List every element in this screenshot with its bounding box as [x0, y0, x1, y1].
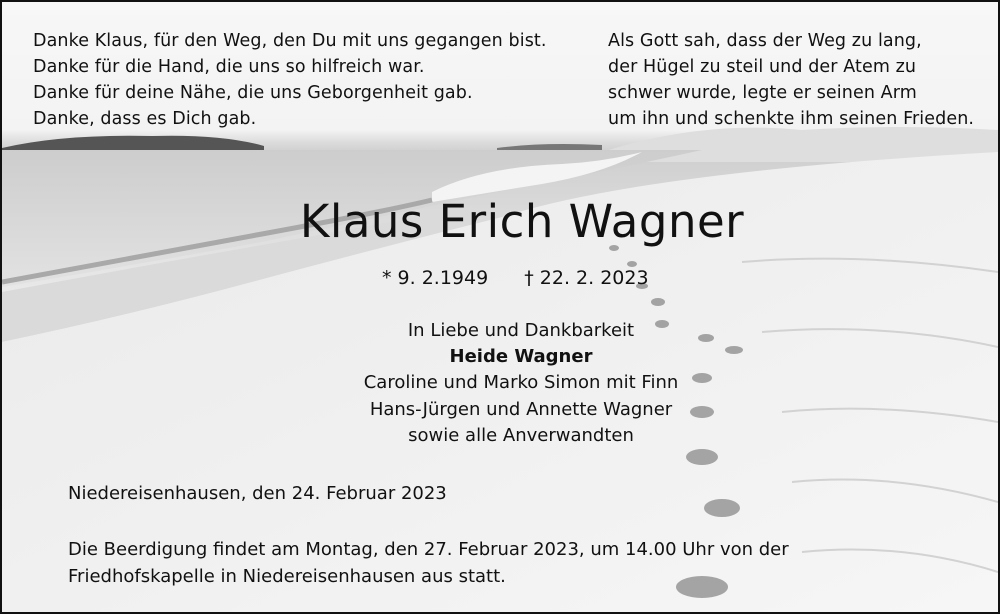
- family-line: Hans-Jürgen und Annette Wagner: [369, 398, 673, 420]
- funeral-line: Friedhofskapelle in Niedereisenhausen aus statt.: [68, 566, 506, 587]
- verse-right: [608, 28, 974, 132]
- verse-left: [33, 28, 547, 132]
- verse-line: Danke, dass es Dich gab.: [33, 109, 257, 129]
- funeral-notice: [68, 536, 789, 590]
- deceased-name: Klaus Erich Wagner: [299, 195, 745, 248]
- verse-line: Als Gott sah, dass der Weg zu lang,: [608, 31, 922, 51]
- place-and-date: Niedereisenhausen, den 24. Februar 2023: [68, 483, 447, 504]
- verse-line: um ihn und schenkte ihm seinen Frieden.: [608, 109, 975, 129]
- verse-line: Danke Klaus, für den Weg, den Du mit uns gegangen bist.: [33, 31, 547, 51]
- verse-line: schwer wurde, legte er seinen Arm: [608, 83, 917, 103]
- birth-date: * 9. 2.1949: [382, 267, 489, 289]
- family-line: Caroline und Marko Simon mit Finn: [363, 372, 679, 394]
- verse-line: Danke für die Hand, die uns so hilfreich war.: [33, 57, 425, 77]
- verse-line: Danke für deine Nähe, die uns Geborgenheit gab.: [33, 83, 473, 103]
- mourners-intro: In Liebe und Dankbarkeit: [407, 320, 635, 341]
- mourners-block: [2, 318, 1000, 449]
- funeral-line: Die Beerdigung findet am Montag, den 27. Februar 2023, um 14.00 Uhr von der: [68, 539, 789, 560]
- spouse-name: Heide Wagner: [449, 346, 593, 368]
- verse-line: der Hügel zu steil und der Atem zu: [608, 57, 917, 77]
- family-line: sowie alle Anverwandten: [408, 424, 634, 446]
- death-date: † 22. 2. 2023: [524, 267, 649, 289]
- life-dates: [382, 264, 649, 292]
